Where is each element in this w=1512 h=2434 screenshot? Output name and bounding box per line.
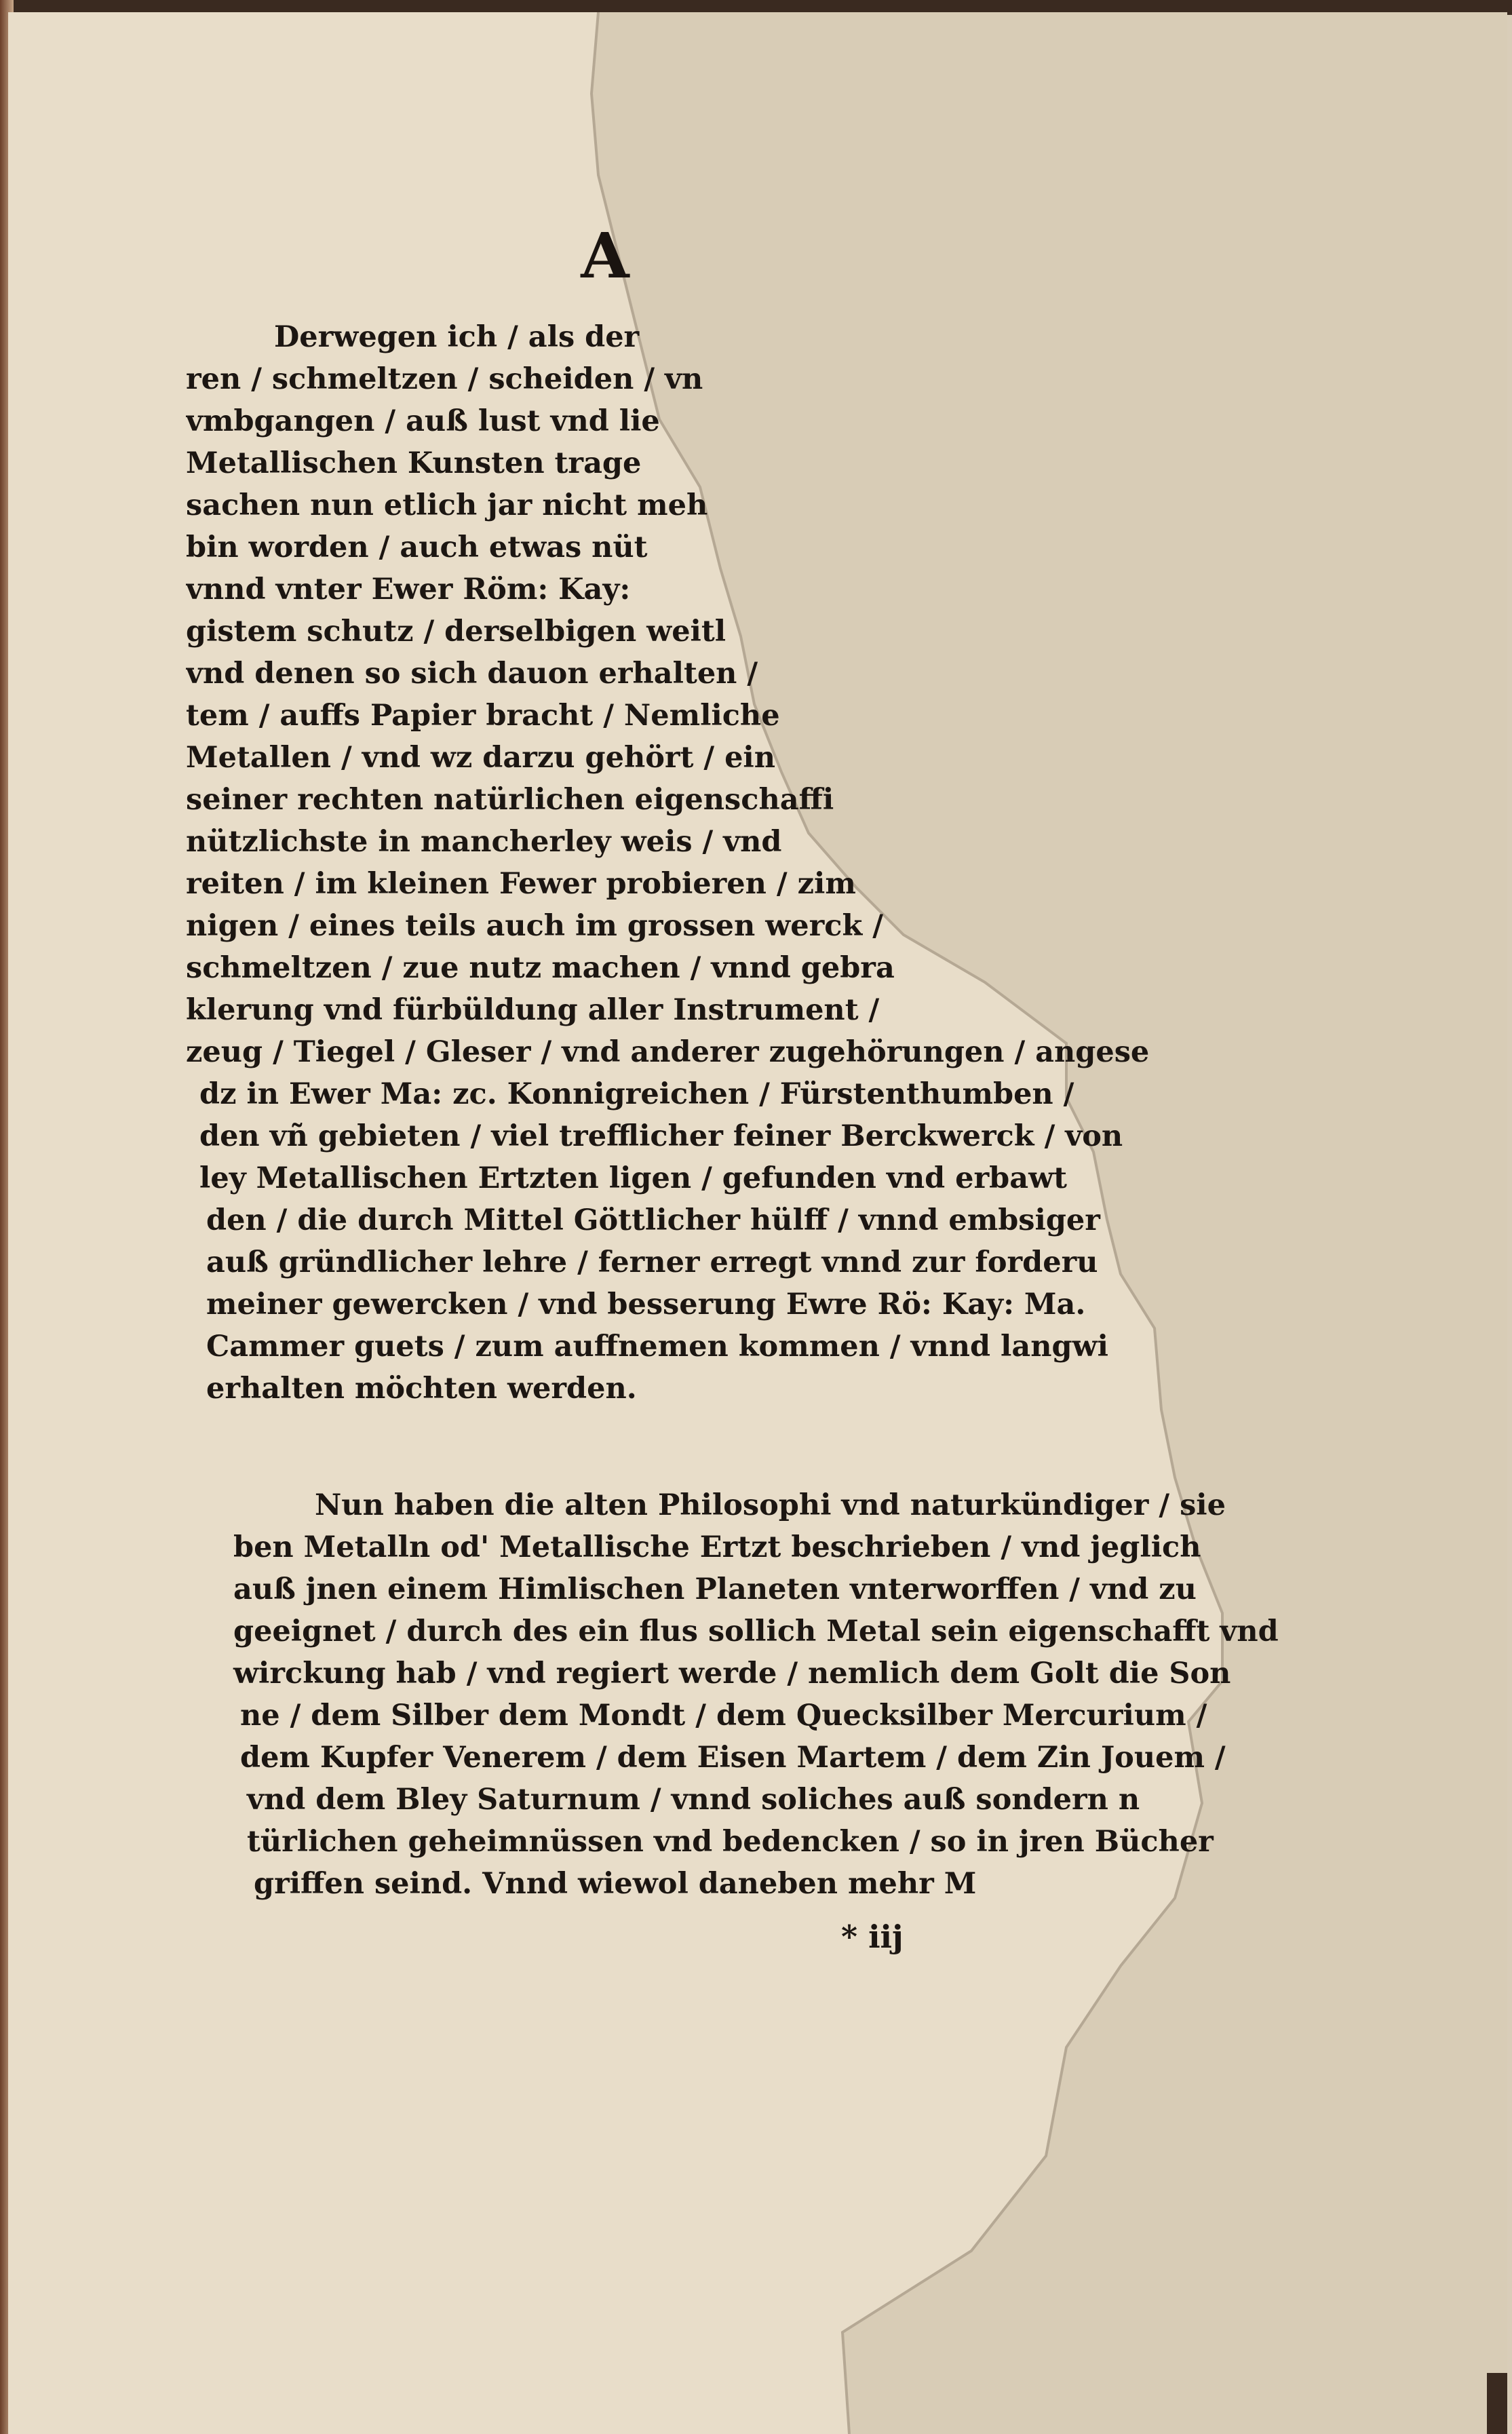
text-line: griffen seind. Vnnd wiewol daneben mehr M xyxy=(254,1867,977,1901)
text-line: dz in Ewer Ma: zc. Konnigreichen / Fürstenthumben / xyxy=(199,1077,1074,1111)
text-line: erhalten möchten werden. xyxy=(206,1372,637,1406)
text-line: ley Metallischen Ertzten ligen / gefunden vnd erbawt xyxy=(199,1161,1067,1195)
text-line: bin worden / auch etwas nüt xyxy=(186,530,648,564)
text-line: ben Metalln od' Metallische Ertzt beschrieben / vnd jeglich xyxy=(233,1530,1201,1564)
text-line: vnnd vnter Ewer Röm: Kay: xyxy=(186,573,631,606)
text-line: sachen nun etlich jar nicht meh xyxy=(186,488,708,522)
text-line: nigen / eines teils auch im grossen werck / xyxy=(186,909,883,943)
signature-mark: * iij xyxy=(841,1918,904,1955)
text-line: wirckung hab / vnd regiert werde / nemlich dem Golt die Son xyxy=(233,1657,1231,1691)
text-line: auß gründlicher lehre / ferner erregt vnnd zur forderu xyxy=(206,1245,1098,1279)
text-line: Metallen / vnd wz darzu gehört / ein xyxy=(186,741,776,775)
text-line: klerung vnd fürbüldung aller Instrument / xyxy=(186,993,880,1027)
text-line: seiner rechten natürlichen eigenschaffi xyxy=(186,783,834,817)
text-line: auß jnen einem Himlischen Planeten vnterworffen / vnd zu xyxy=(233,1572,1197,1606)
text-line: zeug / Tiegel / Gleser / vnd anderer zugehörungen / angese xyxy=(186,1035,1150,1069)
text-line: den vñ gebieten / viel trefflicher feiner Berckwerck / von xyxy=(199,1119,1123,1153)
text-line: vnd dem Bley Saturnum / vnnd soliches auß sondern n xyxy=(247,1783,1140,1817)
paragraph-1 xyxy=(186,316,1149,1410)
text-line: Metallischen Kunsten trage xyxy=(186,446,642,480)
text-line: Derwegen ich / als der xyxy=(274,320,640,354)
text-line: geeignet / durch des ein flus sollich Metal sein eigenschafft vnd xyxy=(233,1615,1279,1648)
text-line: vmbgangen / auß lust vnd lie xyxy=(186,404,660,438)
text-line: reiten / im kleinen Fewer probieren / zim xyxy=(186,867,856,901)
text-line: ren / schmeltzen / scheiden / vn xyxy=(186,362,703,396)
paragraph-2 xyxy=(186,1484,1279,1905)
text-line: nützlichste in mancherley weis / vnd xyxy=(186,825,782,859)
text-line: meiner gewercken / vnd besserung Ewre Rö: Kay: Ma. xyxy=(206,1288,1086,1321)
text-line: ne / dem Silber dem Mondt / dem Quecksilber Mercurium / xyxy=(240,1699,1207,1733)
text-line: dem Kupfer Venerem / dem Eisen Martem / dem Zin Jouem / xyxy=(240,1741,1226,1775)
text-line: Nun haben die alten Philosophi vnd naturkündiger / sie xyxy=(315,1488,1226,1522)
text-line: tem / auffs Papier bracht / Nemliche xyxy=(186,699,780,733)
text-line: schmeltzen / zue nutz machen / vnnd gebra xyxy=(186,951,895,985)
text-line: gistem schutz / derselbigen weitl xyxy=(186,615,726,649)
text-line: den / die durch Mittel Göttlicher hülff / vnnd embsiger xyxy=(206,1203,1100,1237)
text-line: Cammer guets / zum auffnemen kommen / vnnd langwi xyxy=(206,1330,1108,1364)
text-line: vnd denen so sich dauon erhalten / xyxy=(186,657,758,691)
text-line: türlichen geheimnüssen vnd bedencken / so in jren Bücher xyxy=(247,1825,1214,1859)
page-signature-letter: A xyxy=(581,219,629,292)
document-page xyxy=(8,12,1507,2434)
